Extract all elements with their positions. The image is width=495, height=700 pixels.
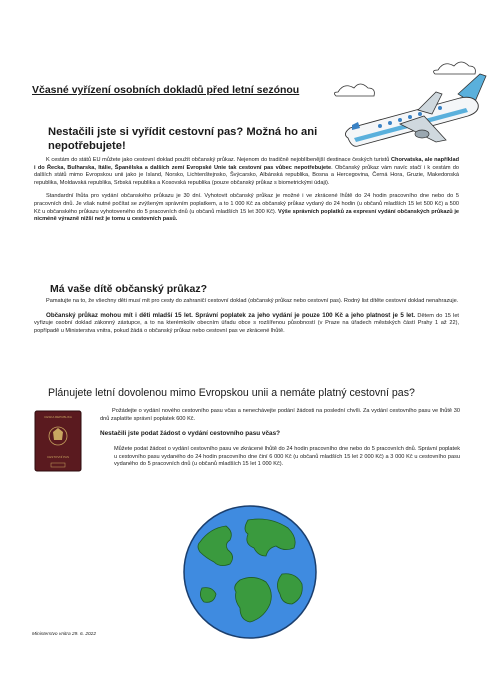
text-span: . Občanský průkaz vám navíc stačí i k cestám do dalších států mimo Evropskou unii jako je Island, Norsko, Lichtenštejnsko, Švýcarsko, Albánská republika, Bosna a Hercegovina, Černá Hora, Gruzie, Makedonská republika, Moldavská republika, Srbská republika a Kosovská republika (pouze občanský průkaz s biometrickými údaji). (34, 164, 460, 186)
text-span: Standardní lhůta pro vydání občanského průkazu je 30 dní. Vyhotovit občanský průkaz je možné i ve zkrácené lhůtě do 24 hodin pracovního dne nebo do 5 pracovních dnů. Je však nutné počítat se zvýšeným správním poplatkem, a to 1 000 Kč za občanský průkaz vydaný do 24 hodin (u občanů mladších 15 let 500 Kč) a 500 Kč u občanského průkazu vyhotoveného do 5 pracovních dnů (u občanů mladších 15 let 300 Kč). (34, 193, 459, 215)
section1-paragraph-1 (34, 157, 459, 187)
text-bold: Občanský průkaz mohou mít i děti mladší 15 let. Správní poplatek za jeho vydání je pouze 100 Kč a jeho platnost je 5 let. (46, 311, 416, 319)
text-bold: Chorvatska, ale například i do Řecka, Bulharska, Itálie, Španělska a dalších zemí Evropské Unie tak cestovní pas vůbec nepotřebujete (34, 157, 459, 171)
section1-paragraph-2 (34, 193, 459, 223)
section3-body (100, 408, 460, 423)
svg-text:CESKA REPUBLIKA: CESKA REPUBLIKA (44, 415, 72, 419)
section2-body (34, 298, 459, 335)
section2-paragraph-1: Pamatujte na to, že všechny děti musí mít pro cesty do zahraničí cestovní doklad (občanský průkaz nebo cestovní pas). Rodný list dítěte cestovní doklad nenahrazuje. (46, 298, 459, 304)
section2-paragraph-2 (34, 312, 459, 336)
section3-paragraph-2: Můžete podat žádost o vydání cestovního pasu ve zkrácené lhůtě do 24 hodin pracovního dne nebo do 5 pracovních dnů. Správní poplatek u cestovního pasu vydaného do 24 hodin pracovního dne činí 6 000 Kč (u občanů mladších 15 let 2 000 Kč) a 3 000 Kč u cestovního pasu vydaného do 5 pracovních dnů (u občanů mladších 15 let 1 000 Kč). (114, 446, 460, 468)
text-bold: Výše správních poplatků za expresní vydání občanských průkazů je nicméně výrazně nižší než je tomu u cestovních pasů. (34, 208, 459, 223)
section3-body-2 (34, 446, 460, 469)
footer-credit: Ministerstvo vnitra 29. 6. 2022 (32, 632, 96, 637)
svg-text:CESTOVNÍ PAS: CESTOVNÍ PAS (47, 455, 69, 459)
section1-heading: Nestačili jste si vyřídit cestovní pas? Možná ho ani nepotřebujete! (48, 126, 318, 152)
section3-heading: Plánujete letní dovolenou mimo Evropskou unii a nemáte platný cestovní pas? (48, 387, 415, 399)
section3-paragraph-1: Požádejte o vydání nového cestovního pasu včas a nenechávejte podání žádosti na poslední chvíli. Za vydání cestovního pasu ve lhůtě 30 dnů zaplatíte správní poplatek 600 Kč. (100, 408, 460, 422)
globe-icon (180, 502, 320, 642)
page-title: Včasné vyřízení osobních dokladů před letní sezónou (32, 84, 300, 96)
section1-body (34, 157, 459, 224)
section2-heading: Má vaše dítě občanský průkaz? (50, 283, 207, 295)
text-span: Dětem do 15 let vyřizuje osobní doklad zákonný zástupce, a to na kterémkoliv obecním úřadu obce s rozšířenou působností (v Praze na úřadech městských částí Prahy 1 až 22), popřípadě u Ministerstva vnitra, pokud žádá o občanský průkaz nebo cestovní pas ve zkrácené lhůtě. (34, 312, 459, 334)
airplane-icon (330, 50, 495, 160)
section3-subheading: Nestačili jste podat žádost o vydání cestovního pasu včas? (100, 430, 281, 437)
text-span: K cestám do států EU můžete jako cestovní doklad použít občanský průkaz. Nejenom do tradičně nejoblíbenější destinace českých turistů (46, 157, 391, 163)
